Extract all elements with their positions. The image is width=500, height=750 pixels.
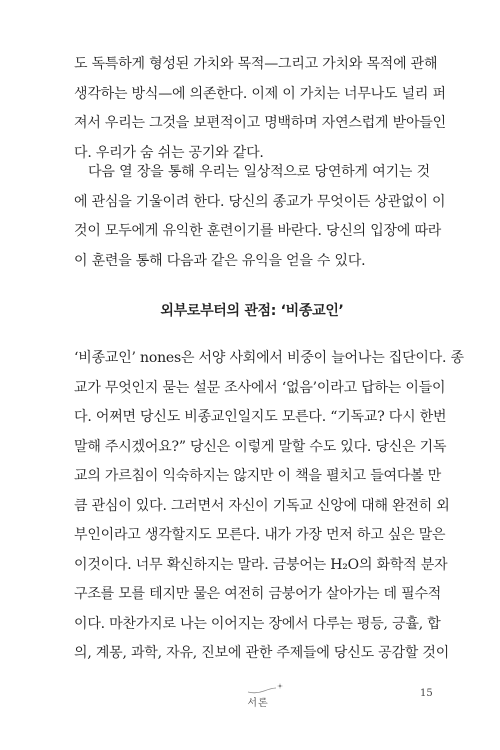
text-line: 의, 계몽, 과학, 자유, 진보에 관한 주제들에 당신도 공감할 것이 bbox=[74, 645, 450, 661]
text-line: 부인이라고 생각할지도 모른다. 내가 가장 먼저 하고 싶은 말은 bbox=[74, 527, 446, 543]
paragraph-1 bbox=[74, 50, 446, 168]
text-line: 이 훈련을 통해 다음과 같은 유익을 얻을 수 있다. bbox=[74, 252, 366, 269]
text-line: 것이 모두에게 유익한 훈련이기를 바란다. 당신의 입장에 따라 bbox=[74, 223, 442, 239]
wave-flourish-icon bbox=[246, 681, 286, 695]
paragraph-3 bbox=[74, 344, 464, 669]
text-line: 이다. 마찬가지로 나는 이어지는 장에서 다루는 평등, 긍휼, 합 bbox=[74, 615, 441, 632]
text-line: 도 독특하게 형성된 가치와 목적—그리고 가치와 목적에 관해 bbox=[74, 56, 438, 72]
text-line: 구조를 모를 테지만 물은 여전히 금붕어가 살아가는 데 필수적 bbox=[74, 586, 442, 602]
page-number: 15 bbox=[420, 688, 433, 699]
text-line: 말해 주시겠어요?” 당신은 이렇게 말할 수도 있다. 당신은 기독 bbox=[74, 438, 447, 455]
paragraph-2 bbox=[74, 158, 446, 276]
section-label: 서론 bbox=[247, 698, 269, 709]
section-heading: 외부로부터의 관점: ‘비종교인’ bbox=[160, 303, 344, 319]
text-line: 다음 열 장을 통해 우리는 일상적으로 당연하게 여기는 것 bbox=[88, 164, 430, 180]
text-line: 에 관심을 기울이려 한다. 당신의 종교가 무엇이든 상관없이 이 bbox=[74, 193, 446, 210]
text-line: 교의 가르침이 익숙하지는 않지만 이 책을 펼치고 들여다볼 만 bbox=[74, 468, 442, 484]
text-line: 다. 우리가 숨 쉬는 공기와 같다. bbox=[74, 144, 264, 161]
text-line: 생각하는 방식—에 의존한다. 이제 이 가치는 너무나도 널리 퍼 bbox=[74, 85, 446, 102]
text-line: 다. 어쩌면 당신도 비종교인일지도 모른다. “기독교? 다시 한번 bbox=[74, 409, 447, 425]
text-line: ‘비종교인’ nones은 서양 사회에서 비중이 늘어나는 집단이다. 종 bbox=[74, 350, 464, 366]
text-line: 이것이다. 너무 확신하지는 말라. 금붕어는 H₂O의 화학적 분자 bbox=[74, 556, 448, 573]
text-line: 져서 우리는 그것을 보편적이고 명백하며 자연스럽게 받아들인 bbox=[74, 115, 446, 131]
text-line: 교가 무엇인지 묻는 설문 조사에서 ‘없음’이라고 답하는 이들이 bbox=[74, 379, 446, 396]
text-line: 큼 관심이 있다. 그러면서 자신이 기독교 신앙에 대해 완전히 외 bbox=[74, 497, 450, 514]
